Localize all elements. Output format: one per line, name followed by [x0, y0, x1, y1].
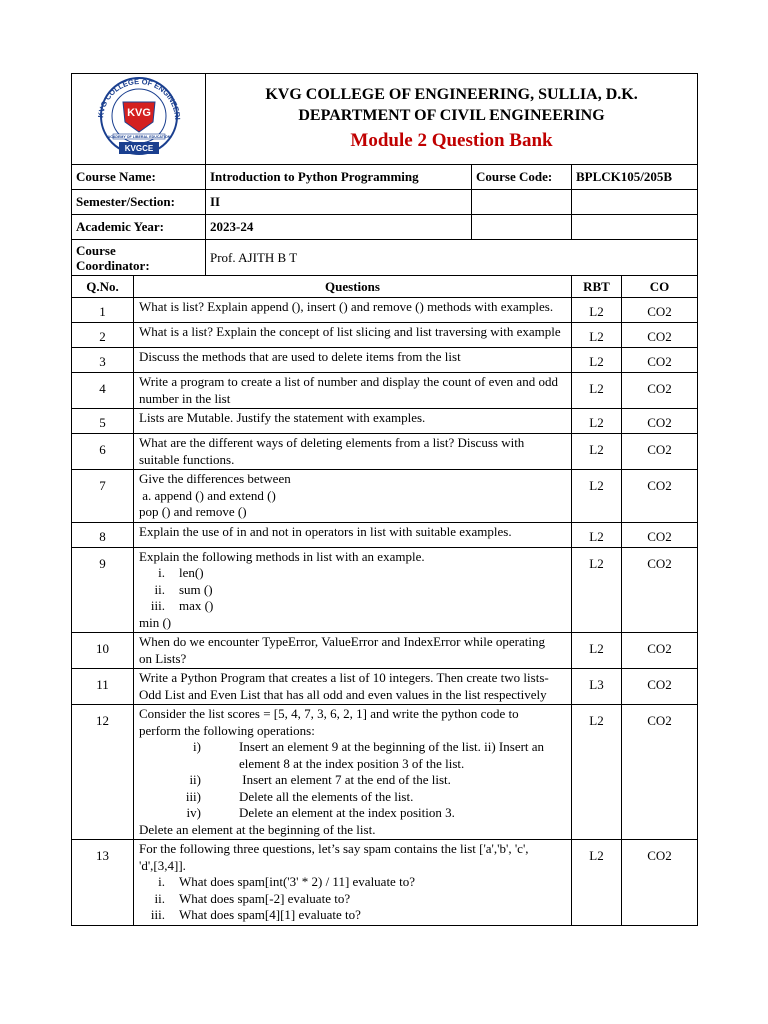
question-row	[72, 669, 698, 705]
sub-item	[139, 789, 567, 806]
question-number: 3	[72, 348, 134, 373]
course-code-value: BPLCK105/205B	[572, 165, 698, 190]
question-text	[134, 840, 572, 926]
year-label: Academic Year:	[72, 215, 206, 240]
question-text	[134, 522, 572, 547]
question-line: Delete an element at the beginning of the list.	[139, 821, 376, 837]
question-number: 13	[72, 840, 134, 926]
question-line: Consider the list scores = [5, 4, 7, 3, 6, 2, 1] and write the python code to	[139, 706, 519, 721]
question-line: on Lists?	[139, 650, 187, 666]
course-outcome: CO2	[622, 323, 698, 348]
question-row	[72, 633, 698, 669]
question-line: pop () and remove ()	[139, 504, 247, 519]
question-row	[72, 373, 698, 409]
question-text	[134, 669, 572, 705]
course-outcome: CO2	[622, 348, 698, 373]
year-value: 2023-24	[206, 215, 472, 240]
empty-cell	[572, 215, 698, 240]
course-name-label: Course Name:	[72, 165, 206, 190]
rbt-level: L2	[572, 298, 622, 323]
question-text	[134, 705, 572, 840]
question-row	[72, 434, 698, 470]
question-number: 8	[72, 522, 134, 547]
rbt-level: L2	[572, 434, 622, 470]
college-logo-cell	[72, 74, 206, 165]
rbt-level: L2	[572, 323, 622, 348]
svg-text:ACADEMY OF LIBERAL EDUCATION: ACADEMY OF LIBERAL EDUCATION	[107, 135, 170, 139]
question-row	[72, 522, 698, 547]
sub-item-numeral	[139, 756, 201, 773]
sub-item	[139, 582, 567, 599]
question-number: 1	[72, 298, 134, 323]
empty-cell	[572, 190, 698, 215]
question-line: What are the different ways of deleting elements from a list? Discuss with	[139, 435, 525, 450]
rbt-level: L2	[572, 547, 622, 633]
svg-text:KVG COLLEGE OF ENGINEERING: KVG COLLEGE OF ENGINEERI	[95, 76, 182, 120]
sub-item-text: sum ()	[179, 581, 213, 597]
course-outcome: CO2	[622, 298, 698, 323]
sub-item-text: element 8 at the index position 3 of the list.	[239, 755, 465, 771]
question-row	[72, 705, 698, 840]
rbt-level: L3	[572, 669, 622, 705]
course-outcome: CO2	[622, 705, 698, 840]
sub-item-text: Insert an element 9 at the beginning of the list. ii) Insert an	[239, 739, 545, 754]
question-number: 9	[72, 547, 134, 633]
sub-item	[139, 739, 567, 756]
rbt-level: L2	[572, 373, 622, 409]
sub-item	[139, 907, 567, 924]
rbt-level: L2	[572, 348, 622, 373]
question-text	[134, 470, 572, 523]
question-number: 11	[72, 669, 134, 705]
college-logo	[83, 76, 195, 158]
question-line: perform the following operations:	[139, 722, 315, 738]
rbt-level: L2	[572, 840, 622, 926]
page-title: Module 2 Question Bank	[350, 130, 553, 151]
course-outcome: CO2	[622, 840, 698, 926]
question-line: What is list? Explain append (), insert () and remove () methods with examples.	[139, 299, 554, 314]
course-code-label: Course Code:	[472, 165, 572, 190]
sub-item-numeral: ii.	[154, 581, 165, 597]
column-header-questions: Questions	[134, 276, 572, 298]
rbt-level: L2	[572, 633, 622, 669]
sub-item-text: len()	[179, 565, 204, 580]
question-number: 6	[72, 434, 134, 470]
question-line: Explain the following methods in list with an example.	[139, 548, 425, 564]
question-line: Lists are Mutable. Justify the statement with examples.	[139, 410, 426, 425]
sub-item-text: What does spam[4][1] evaluate to?	[179, 907, 361, 922]
sub-item	[139, 598, 567, 615]
question-text	[134, 434, 572, 470]
sub-item-text: Insert an element 7 at the end of the list.	[239, 772, 451, 787]
svg-text:KVG: KVG	[126, 107, 151, 119]
column-header-rbt: RBT	[572, 276, 622, 298]
rbt-level: L2	[572, 409, 622, 434]
coordinator-value: Prof. AJITH B T	[206, 240, 698, 276]
question-row	[72, 409, 698, 434]
question-number: 7	[72, 470, 134, 523]
sub-item-text: max ()	[179, 598, 214, 613]
sub-item	[139, 756, 567, 773]
sub-item-text: Delete all the elements of the list.	[239, 788, 414, 804]
sub-item-numeral: iii.	[150, 907, 165, 922]
sub-item-numeral: i)	[193, 739, 201, 754]
question-row	[72, 470, 698, 523]
question-line: Give the differences between	[139, 471, 291, 486]
question-line: When do we encounter TypeError, ValueError and IndexError while operating	[139, 634, 545, 649]
sub-item	[139, 805, 567, 822]
question-line: suitable functions.	[139, 451, 235, 467]
coordinator-label	[72, 240, 206, 276]
question-text	[134, 298, 572, 323]
question-text	[134, 547, 572, 633]
sub-item	[139, 891, 567, 908]
question-line: Write a Python Program that creates a list of 10 integers. Then create two lists-	[139, 670, 549, 685]
question-line: number in the list	[139, 390, 231, 406]
course-outcome: CO2	[622, 669, 698, 705]
semester-label: Semester/Section:	[72, 190, 206, 215]
question-line: Odd List and Even List that has all odd and even values in the list respectively	[139, 686, 547, 702]
semester-value: II	[206, 190, 472, 215]
coordinator-label-line: Course	[76, 242, 116, 258]
empty-cell	[472, 215, 572, 240]
question-line: Write a program to create a list of number and display the count of even and odd	[139, 374, 558, 389]
column-header-co: CO	[622, 276, 698, 298]
sub-item	[139, 565, 567, 582]
question-row	[72, 547, 698, 633]
course-outcome: CO2	[622, 547, 698, 633]
department-name: DEPARTMENT OF CIVIL ENGINEERING	[298, 107, 605, 124]
svg-text:KVGCE: KVGCE	[124, 144, 153, 153]
sub-item-text: What does spam[int('3' * 2) / 11] evaluate to?	[179, 874, 415, 889]
sub-item-numeral: i.	[158, 874, 165, 889]
sub-item	[139, 874, 567, 891]
question-number: 4	[72, 373, 134, 409]
college-name: KVG COLLEGE OF ENGINEERING, SULLIA, D.K.	[265, 86, 638, 103]
course-outcome: CO2	[622, 373, 698, 409]
question-number: 10	[72, 633, 134, 669]
course-outcome: CO2	[622, 633, 698, 669]
question-rows	[72, 298, 698, 926]
rbt-level: L2	[572, 705, 622, 840]
question-text	[134, 323, 572, 348]
course-outcome: CO2	[622, 522, 698, 547]
course-name-value: Introduction to Python Programming	[206, 165, 472, 190]
sub-item-numeral: iv)	[186, 805, 201, 820]
sub-item-numeral: iii)	[185, 788, 201, 804]
empty-cell	[472, 190, 572, 215]
question-row	[72, 348, 698, 373]
question-line: Discuss the methods that are used to delete items from the list	[139, 349, 461, 364]
sub-item-numeral: iii.	[150, 598, 165, 613]
course-outcome: CO2	[622, 434, 698, 470]
question-line: min ()	[139, 614, 172, 630]
sub-item-numeral: ii.	[154, 890, 165, 906]
question-line: What is a list? Explain the concept of list slicing and list traversing with example	[139, 324, 561, 339]
coordinator-label-line: Coordinator:	[76, 257, 150, 273]
sub-item-numeral: ii)	[189, 772, 201, 787]
question-number: 5	[72, 409, 134, 434]
sub-item	[139, 772, 567, 789]
question-line: Explain the use of in and not in operators in list with suitable examples.	[139, 523, 512, 539]
course-outcome: CO2	[622, 470, 698, 523]
header-cell	[206, 74, 698, 165]
question-text	[134, 373, 572, 409]
question-line: For the following three questions, let’s say spam contains the list ['a','b', 'c',	[139, 841, 529, 856]
course-outcome: CO2	[622, 409, 698, 434]
question-text	[134, 348, 572, 373]
question-row	[72, 298, 698, 323]
rbt-level: L2	[572, 470, 622, 523]
column-header-qno: Q.No.	[72, 276, 134, 298]
rbt-level: L2	[572, 522, 622, 547]
question-number: 2	[72, 323, 134, 348]
question-text	[134, 633, 572, 669]
sub-item-text: What does spam[-2] evaluate to?	[179, 890, 351, 906]
question-line: a. append () and extend ()	[139, 487, 276, 503]
question-line: 'd',[3,4]].	[139, 857, 186, 873]
question-row	[72, 840, 698, 926]
question-number: 12	[72, 705, 134, 840]
question-text	[134, 409, 572, 434]
sub-item-text: Delete an element at the index position 3.	[239, 805, 455, 820]
question-row	[72, 323, 698, 348]
question-bank-table	[71, 73, 698, 926]
sub-item-numeral: i.	[158, 565, 165, 580]
